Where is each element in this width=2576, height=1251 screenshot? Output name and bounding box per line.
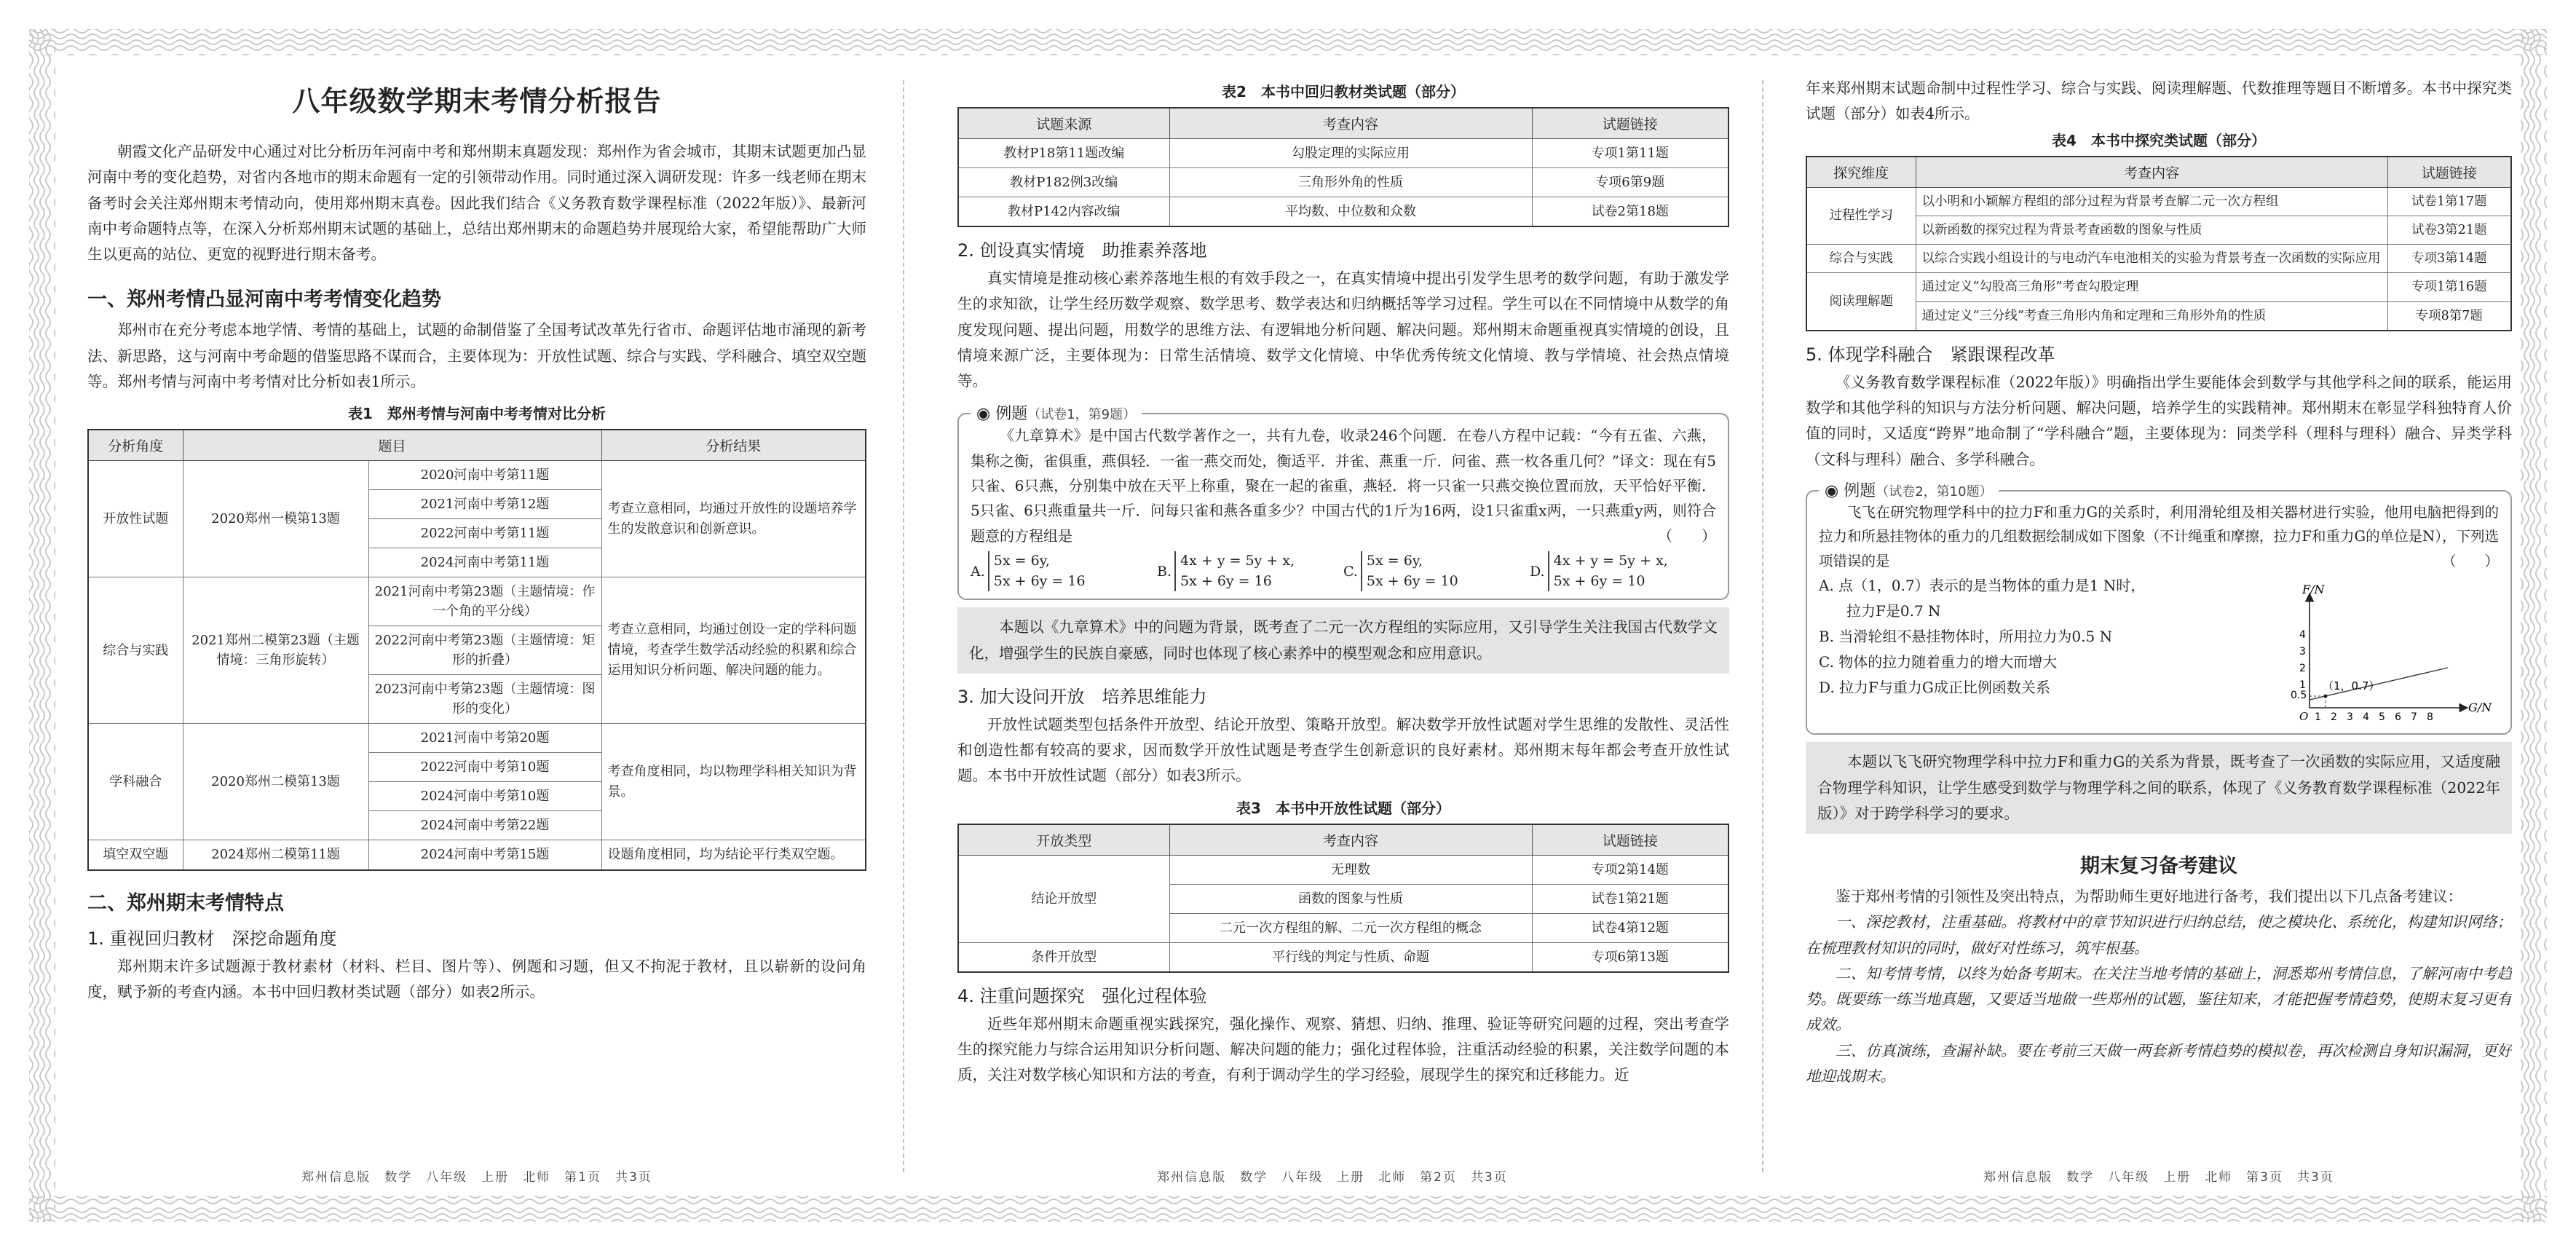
table-cell: 专项2第14题 xyxy=(1532,855,1728,884)
table-cell: 专项6第9题 xyxy=(1532,168,1728,197)
table-3-header: 开放类型 xyxy=(958,824,1169,856)
table-cell: 2020河南中考第11题 xyxy=(368,461,601,490)
subsection-1-title: 1. 重视回归教材 深挖命题角度 xyxy=(87,928,337,949)
table-cell: 试卷1第21题 xyxy=(1532,884,1728,913)
equation-line: 5x + 6y = 10 xyxy=(1553,572,1645,589)
y-tick: 1 xyxy=(2299,679,2306,692)
table-cell: 2021河南中考第20题 xyxy=(368,724,601,753)
table-cell: 试卷2第18题 xyxy=(1532,197,1728,227)
option-c xyxy=(1343,551,1530,591)
table-3-header: 试题链接 xyxy=(1532,824,1728,856)
table-cell: 平行线的判定与性质、命题 xyxy=(1169,942,1532,972)
table-cell: 2020郑州一模第13题 xyxy=(183,461,368,577)
answer-blank: （ ） xyxy=(2441,552,2499,569)
y-tick: 3 xyxy=(2299,646,2306,658)
table-cell: 教材P142内容改编 xyxy=(958,197,1169,227)
review-item-2: 二、知考情考情，以终为始备考期末。在关注当地考情的基础上，洞悉郑州考情信息，了解河南中考趋势。既要练一练当地真题，又要适当地做一些郑州的试题，鉴往知来，才能把握考情趋势，使期末复习更有成效。 xyxy=(1806,964,2512,1034)
table-cell: 2024河南中考第11题 xyxy=(368,548,601,577)
table-cell: 结论开放型 xyxy=(958,855,1169,942)
equation-line: 5x + 6y = 10 xyxy=(1366,572,1458,589)
subsection-1-text: 郑州期末许多试题源于教材素材（材料、栏目、图片等）、例题和习题，但又不拘泥于教材，且以崭新的设问角度，赋予新的考查内涵。本书中回归教材类试题（部分）如表2所示。 xyxy=(87,957,866,1001)
y-ticks xyxy=(2291,629,2307,701)
example-2-source: （试卷2，第10题） xyxy=(1876,484,1993,500)
table-cell: 平均数、中位数和众数 xyxy=(1169,197,1532,227)
example-2-tag xyxy=(1819,478,1999,501)
example-2-options xyxy=(1819,573,2280,726)
option-label: C. xyxy=(1343,563,1358,580)
data-point xyxy=(2324,695,2328,698)
table-cell: 以小明和小颖解方程组的部分过程为背景考查解二元一次方程组 xyxy=(1916,187,2387,216)
answer-blank: （ ） xyxy=(1658,526,1716,545)
table-cell: 二元一次方程组的解、二元一次方程组的概念 xyxy=(1169,913,1532,942)
table-cell: 2021河南中考第12题 xyxy=(368,490,601,519)
table-2-header: 试题链接 xyxy=(1532,108,1728,139)
table-cell: 2022河南中考第23题（主题情境：矩形的折叠） xyxy=(368,626,601,675)
section-2-title: 二、郑州期末考情特点 xyxy=(87,891,284,915)
y-axis-label: F/N xyxy=(2302,583,2325,597)
option-label: A. xyxy=(971,563,985,580)
table-cell: 专项3第14题 xyxy=(2387,245,2511,273)
continued-text: 年来郑州期末试题命制中过程性学习、综合与实践、阅读理解题、代数推理等题目不断增多。本书中探究类试题（部分）如表4所示。 xyxy=(1806,79,2512,123)
intro-paragraph: 朝霞文化产品研发中心通过对比分析历年河南中考和郑州期末真题发现：郑州作为省会城市，其期末试题更加凸显河南中考的变化趋势，对省内各地市的期末命题有一定的引领带动作用。同时通过深入调研发现：许多一线老师在期末备考时会关注郑州期末考情动向，使用郑州期末真卷。因此我们结合《义务教育数学课程标准（2022年版）》、最新河南中考命题特点等，在深入分析郑州期末试题的基础上，总结出郑州期末的命题趋势并展现给大家，希望能帮助广大师生以更高的站位、更宽的视野进行期末备考。 xyxy=(87,143,866,263)
example-2-note xyxy=(1806,742,2512,834)
table-cell: 综合与实践 xyxy=(1806,245,1916,273)
table-3-header: 考查内容 xyxy=(1169,824,1532,856)
table-3-caption: 表3 本书中开放性试题（部分） xyxy=(1236,799,1450,817)
force-graph xyxy=(2280,573,2499,726)
report-title: 八年级数学期末考情分析报告 xyxy=(292,85,662,117)
table-cell: 条件开放型 xyxy=(958,942,1169,972)
review-intro: 鉴于郑州考情的引领性及突出特点，为帮助师生更好地进行备考，我们提出以下几点备考建议： xyxy=(1836,888,2462,906)
page-2-footer: 郑州信息版 数学 八年级 上册 北师 第2页 共3页 xyxy=(1157,1170,1508,1185)
table-2-header: 试题来源 xyxy=(958,108,1169,139)
equation-line: 4x + y = 5y + x, xyxy=(1553,553,1668,569)
example-1-box xyxy=(957,405,1729,600)
table-cell: 专项6第13题 xyxy=(1532,942,1728,972)
review-item-3: 三、仿真演练，查漏补缺。要在考前三天做一两套新考情趋势的模拟卷，再次检测自身知识漏洞，更好地迎战期末。 xyxy=(1806,1041,2512,1085)
subsection-4-title: 4. 注重问题探究 强化过程体验 xyxy=(957,985,1207,1006)
option-c: C. 物体的拉力随着重力的增大而增大 xyxy=(1819,653,2058,671)
subsection-5-title: 5. 体现学科融合 紧跟课程改革 xyxy=(1806,344,2055,365)
table-cell: 无理数 xyxy=(1169,855,1532,884)
table-cell: 学科融合 xyxy=(88,724,183,840)
table-1-header: 题目 xyxy=(183,430,601,461)
table-cell: 设题角度相同，均为结论平行类双空题。 xyxy=(601,840,866,870)
example-2-question: 飞飞在研究物理学科中的拉力F和重力G的关系时，利用滑轮组及相关器材进行实验，他用电脑把得到的拉力和所悬挂物体的重力的几组数据绘制成如下图象（不计绳重和摩擦，拉力F和重力G的单位是N），下列选项错误的是 xyxy=(1819,503,2499,569)
table-cell: 2021河南中考第23题（主题情境：作一个角的平分线） xyxy=(368,577,601,626)
option-label: D. xyxy=(1530,563,1545,580)
table-cell: 函数的图象与性质 xyxy=(1169,884,1532,913)
y-tick: 4 xyxy=(2299,629,2306,642)
table-cell: 2022河南中考第11题 xyxy=(368,519,601,548)
option-label: B. xyxy=(1157,563,1172,580)
table-cell: 2022河南中考第10题 xyxy=(368,753,601,782)
table-cell: 以综合实践小组设计的与电动汽车电池相关的实验为背景考查一次函数的实际应用 xyxy=(1916,245,2387,273)
option-a-cont: 拉力F是0.7 N xyxy=(1846,602,1941,620)
x-tick: 6 xyxy=(2395,711,2401,724)
x-tick: 5 xyxy=(2379,711,2385,724)
option-b: B. 当滑轮组不悬挂物体时，所用拉力为0.5 N xyxy=(1819,628,2113,646)
table-4-header: 探究维度 xyxy=(1806,157,1916,188)
page-1 xyxy=(87,63,866,1169)
table-cell: 2020郑州二模第13题 xyxy=(183,724,368,840)
example-1-note xyxy=(957,607,1729,674)
option-d: D. 拉力F与重力G成正比例函数关系 xyxy=(1819,679,2050,697)
x-tick: 8 xyxy=(2427,711,2433,724)
review-title: 期末复习备考建议 xyxy=(2080,855,2237,878)
page-1-footer: 郑州信息版 数学 八年级 上册 北师 第1页 共3页 xyxy=(301,1170,652,1185)
table-cell: 勾股定理的实际应用 xyxy=(1169,139,1532,168)
option-d xyxy=(1530,551,1716,591)
option-a xyxy=(971,551,1157,591)
equation-line: 5x + 6y = 16 xyxy=(1180,572,1272,589)
table-cell: 三角形外角的性质 xyxy=(1169,168,1532,197)
section-1-title: 一、郑州考情凸显河南中考考情变化趋势 xyxy=(87,288,441,312)
example-2-box xyxy=(1806,481,2512,735)
y-tick: 2 xyxy=(2299,663,2306,675)
y-tick: 0.5 xyxy=(2291,690,2307,702)
table-2-header: 考查内容 xyxy=(1169,108,1532,139)
subsection-3-title: 3. 加大设问开放 培养思维能力 xyxy=(957,686,1207,707)
table-1 xyxy=(87,429,866,871)
table-4-header: 考查内容 xyxy=(1916,157,2387,188)
example-1-tag xyxy=(971,401,1142,424)
table-cell: 综合与实践 xyxy=(88,577,183,724)
column-divider-2 xyxy=(1762,80,1763,1172)
table-cell: 阅读理解题 xyxy=(1806,273,1916,331)
x-tick: 1 xyxy=(2315,711,2321,724)
table-4 xyxy=(1806,156,2512,331)
page-3-footer: 郑州信息版 数学 八年级 上册 北师 第3页 共3页 xyxy=(1983,1170,2334,1185)
table-1-header: 分析角度 xyxy=(88,430,183,461)
table-cell: 试卷4第12题 xyxy=(1532,913,1728,942)
x-axis-label: G/N xyxy=(2468,701,2492,715)
table-2 xyxy=(957,107,1729,227)
example-1-source: （试卷1，第9题） xyxy=(1027,407,1137,423)
table-cell: 专项1第11题 xyxy=(1532,139,1728,168)
column-divider-1 xyxy=(903,80,904,1172)
subsection-3-text: 开放性试题类型包括条件开放型、结论开放型、策略开放型。解决数学开放性试题对学生思维的发散性、灵活性和创造性都有较高的要求，因而数学开放性试题是考查学生创新意识的良好素材。郑州期末每年都会考查开放性试题。本书中开放性试题（部分）如表3所示。 xyxy=(957,715,1729,785)
table-cell: 教材P182例3改编 xyxy=(958,168,1169,197)
equation-line: 5x + 6y = 16 xyxy=(993,572,1086,589)
table-2-caption: 表2 本书中回归教材类试题（部分） xyxy=(1222,83,1465,100)
table-cell: 2024河南中考第22题 xyxy=(368,811,601,840)
page-2 xyxy=(957,63,1729,1169)
subsection-4-text: 近些年郑州期末命题重视实践探究，强化操作、观察、猜想、归纳、推理、验证等研究问题的过程，突出考查学生的探究能力与综合运用知识分析问题、解决问题的能力；强化过程体验，注重活动经验的积累，关注数学问题的本质，关注对数学核心知识和方法的考查，有利于调动学生的学习经验，展现学生的探究和迁移能力。近 xyxy=(957,1014,1729,1084)
subsection-2-text: 真实情境是推动核心素养落地生根的有效手段之一，在真实情境中提出引发学生思考的数学问题，有助于激发学生的求知欲，让学生经历数学观察、数学思考、数学表达和归纳概括等学习过程。学生可以在不同情境中从数学的角度发现问题、提出问题，用数学的思维方法、有逻辑地分析问题、解决问题。郑州期末命题重视真实情境的创设，且情境来源广泛，主要体现为：日常生活情境、数学文化情境、中华优秀传统文化情境、教与学情境、社会热点情境等。 xyxy=(957,269,1729,390)
table-4-caption: 表4 本书中探究类试题（部分） xyxy=(2052,131,2266,149)
table-cell: 2024郑州二模第11题 xyxy=(183,840,368,870)
example-1-text xyxy=(971,423,1716,548)
section-1-text: 郑州市在充分考虑本地学情、考情的基础上，试题的命制借鉴了全国考试改革先行省市、命题评估地市涌现的新考法、新思路，这与河南中考命题的借鉴思路不谋而合，主要体现为：开放性试题、综合与实践、学科融合、填空双空题等。郑州考情与河南中考考情对比分析如表1所示。 xyxy=(87,321,866,390)
example-1-options xyxy=(971,551,1716,591)
table-cell: 以新函数的探究过程为背景考查函数的图象与性质 xyxy=(1916,216,2387,244)
table-cell: 过程性学习 xyxy=(1806,187,1916,245)
table-cell: 2024河南中考第10题 xyxy=(368,782,601,811)
table-cell: 填空双空题 xyxy=(88,840,183,870)
example-2-label: 例题 xyxy=(1844,481,1876,500)
origin-label: O xyxy=(2299,710,2309,724)
review-item-1: 一、深挖教材，注重基础。将教材中的章节知识进行归纳总结，使之模块化、系统化，构建知识网络；在梳理教材知识的同时，做好对性练习，筑牢根基。 xyxy=(1806,913,2512,957)
point-label: （1，0.7） xyxy=(2323,679,2380,693)
table-cell: 教材P18第11题改编 xyxy=(958,139,1169,168)
table-cell: 专项1第16题 xyxy=(2387,273,2511,301)
option-b xyxy=(1157,551,1343,591)
example-1-note-text: 本题以《九章算术》中的问题为背景，既考查了二元一次方程组的实际应用，又引导学生关注我国古代数学文化，增强学生的民族自豪感，同时也体现了核心素养中的模型观念和应用意识。 xyxy=(969,618,1718,662)
table-cell: 通过定义“勾股高三角形”考查勾股定理 xyxy=(1916,273,2387,301)
table-cell: 2024河南中考第15题 xyxy=(368,840,601,870)
example-1-label: 例题 xyxy=(995,405,1028,424)
example-1-question: 《九章算术》是中国古代数学著作之一，共有九卷，收录246个问题．在卷八方程中记载：“今有五雀、六燕，集称之衡，雀俱重，燕俱轻．一雀一燕交而处，衡适平．并雀、燕重一斤．问雀、燕一枚各重几何？”译文：现在有5只雀、6只燕，分别集中放在天平上称重，聚在一起的雀重，燕轻．将一只雀一只燕交换位置而放，天平恰好平衡．5只雀、6只燕重量共一斤．问每只雀和燕各重多少？中国古代的1斤为16两，设1只雀重x两，一只燕重y两，则符合题意的方程组是 xyxy=(971,427,1716,545)
table-1-caption: 表1 郑州考情与河南中考考情对比分析 xyxy=(348,405,606,422)
table-cell: 试卷3第21题 xyxy=(2387,216,2511,244)
table-1-header: 分析结果 xyxy=(601,430,866,461)
x-ticks xyxy=(2315,711,2433,723)
x-tick: 2 xyxy=(2331,711,2337,724)
equation-line: 5x = 6y, xyxy=(993,553,1050,569)
table-3 xyxy=(957,824,1729,973)
subsection-5-text: 《义务教育数学课程标准（2022年版）》明确指出学生要能体会到数学与其他学科之间的联系，能运用数学和其他学科的知识与方法分析问题、解决问题，培养学生的实践精神。郑州期末在彰显学科独特育人价值的同时，又适度“跨界”地命制了“学科融合”题，主要体现为：同类学科（理科与理科）融合、异类学科（文科与理科）融合、多学科融合。 xyxy=(1806,373,2512,468)
table-cell: 开放性试题 xyxy=(88,461,183,577)
table-cell: 2023河南中考第23题（主题情境：图形的变化） xyxy=(368,675,601,724)
x-tick: 4 xyxy=(2363,711,2369,724)
example-icon: ◉ xyxy=(1825,481,1839,500)
table-cell: 2021郑州二模第23题（主题情境：三角形旋转） xyxy=(183,577,368,724)
x-tick: 7 xyxy=(2411,711,2417,724)
table-cell: 考查立意相同，均通过创设一定的学科问题情境，考查学生数学活动经验的积累和综合运用知识分析问题、解决问题的能力。 xyxy=(601,577,866,724)
example-icon: ◉ xyxy=(976,405,991,424)
example-2-text xyxy=(1819,500,2499,574)
option-a: A. 点（1，0.7）表示的是当物体的重力是1 N时， xyxy=(1819,577,2146,595)
table-cell: 试卷1第17题 xyxy=(2387,187,2511,216)
table-cell: 考查立意相同，均通过开放性的设题培养学生的发散意识和创新意识。 xyxy=(601,461,866,577)
example-2-body xyxy=(1819,573,2499,726)
table-cell: 通过定义“三分线”考查三角形内角和定理和三角形外角的性质 xyxy=(1916,301,2387,331)
page-3 xyxy=(1806,63,2512,1169)
table-cell: 专项8第7题 xyxy=(2387,301,2511,331)
table-4-header: 试题链接 xyxy=(2387,157,2511,188)
table-cell: 考查角度相同，均以物理学科相关知识为背景。 xyxy=(601,724,866,840)
example-2-note-text: 本题以飞飞研究物理学科中拉力F和重力G的关系为背景，既考查了一次函数的实际应用，又适度融合物理学科知识，让学生感受到数学与物理学科之间的联系，体现了《义务教育数学课程标准（2022年版）》对于跨学科学习的要求。 xyxy=(1817,753,2500,822)
equation-line: 4x + y = 5y + x, xyxy=(1180,553,1295,569)
equation-line: 5x = 6y, xyxy=(1366,553,1423,569)
x-tick: 3 xyxy=(2347,711,2353,724)
subsection-2-title: 2. 创设真实情境 助推素养落地 xyxy=(957,240,1207,261)
